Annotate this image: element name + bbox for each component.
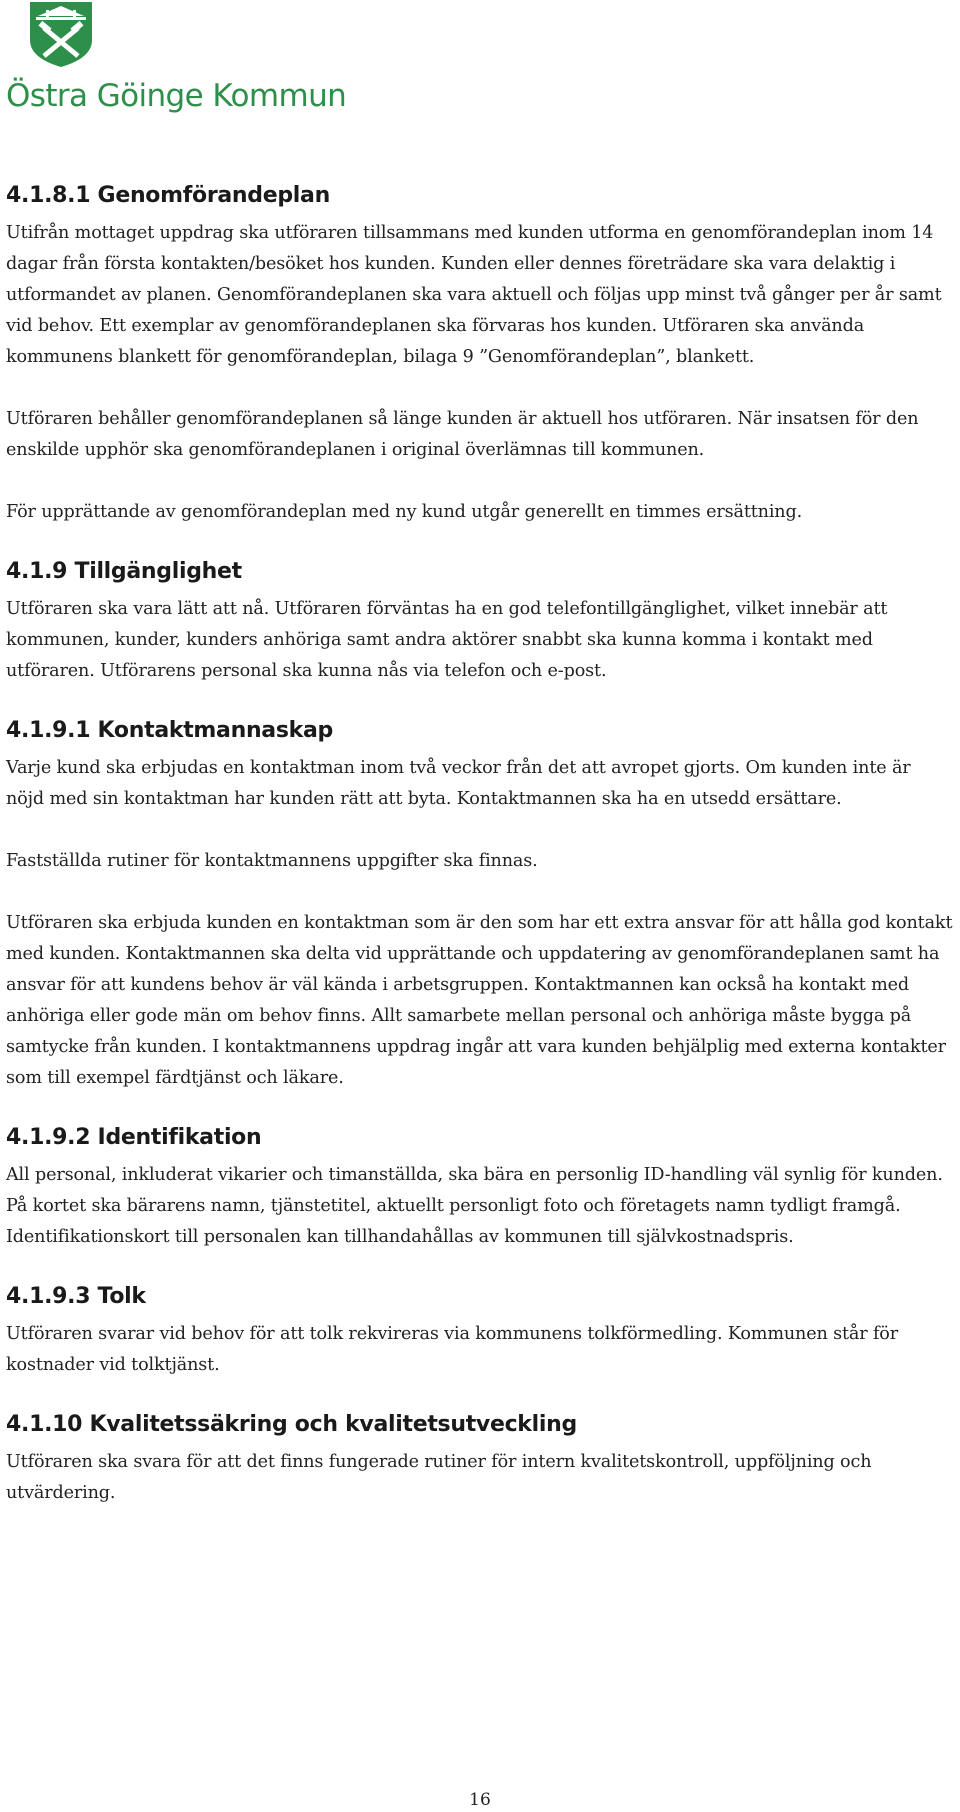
- section-heading: 4.1.9 Tillgänglighet: [6, 559, 242, 584]
- coat-of-arms-icon: [26, 0, 96, 68]
- paragraph: Utföraren ska vara lätt att nå. Utföraren förväntas ha en god telefontillgänglighet, vilket innebär att kommunen, kunder, kunders anhöriga samt andra aktörer snabbt ska kunna komma i kontakt med utföraren. Utförarens personal ska kunna nås via telefon och e-post.: [6, 599, 888, 681]
- section-heading: 4.1.9.2 Identifikation: [6, 1125, 262, 1150]
- paragraph: Utföraren ska erbjuda kunden en kontaktman som är den som har ett extra ansvar för att hålla god kontakt med kunden. Kontaktmannen ska delta vid upprättande och uppdatering av genomförandeplanen samt ha ansvar för att kundens behov är väl kända i arbetsgruppen. Kontaktmannen kan också ha kontakt med anhöriga eller gode män om behov finns. Allt samarbete mellan personal och anhöriga måste bygga på samtycke från kunden. I kontaktmannens uppdrag ingår att vara kunden behjälplig med externa kontakter som till exempel färdtjänst och läkare.: [6, 913, 953, 1088]
- section-tolk: [6, 1284, 954, 1381]
- paragraph: Fastställda rutiner för kontaktmannens uppgifter ska finnas.: [6, 851, 538, 871]
- document-body: [6, 183, 954, 1540]
- paragraph: Utföraren behåller genomförandeplanen så länge kunden är aktuell hos utföraren. När insatsen för den enskilde upphör ska genomförandeplanen i original överlämnas till kommunen.: [6, 409, 919, 460]
- section-heading: 4.1.8.1 Genomförandeplan: [6, 183, 330, 208]
- section-kvalitetssakring: [6, 1412, 954, 1509]
- paragraph: Utifrån mottaget uppdrag ska utföraren tillsammans med kunden utforma en genomförandeplan inom 14 dagar från första kontakten/besöket hos kunden. Kunden eller dennes företrädare ska vara delaktig i utformandet av planen. Genomförandeplanen ska vara aktuell och följas upp minst två gånger per år samt vid behov. Ett exemplar av genomförandeplanen ska förvaras hos kunden. Utföraren ska använda kommunens blankett för genomförandeplan, bilaga 9 ”Genomförandeplan”, blankett.: [6, 223, 942, 367]
- section-genomforandeplan: [6, 183, 954, 528]
- paragraph: All personal, inkluderat vikarier och timanställda, ska bära en personlig ID-handling väl synlig för kunden. På kortet ska bärarens namn, tjänstetitel, aktuellt personligt foto och företagets namn tydligt framgå. Identifikationskort till personalen kan tillhandahållas av kommunen till självkostnadspris.: [6, 1165, 943, 1247]
- section-identifikation: [6, 1125, 954, 1253]
- section-heading: 4.1.10 Kvalitetssäkring och kvalitetsutveckling: [6, 1412, 577, 1437]
- logo-text: Östra Göinge Kommun: [6, 78, 347, 114]
- paragraph: För upprättande av genomförandeplan med ny kund utgår generellt en timmes ersättning.: [6, 502, 803, 522]
- section-kontaktmannaskap: [6, 718, 954, 1094]
- paragraph: Utföraren ska svara för att det finns fungerade rutiner för intern kvalitetskontroll, uppföljning och utvärdering.: [6, 1452, 872, 1503]
- section-tillganglighet: [6, 559, 954, 687]
- page-number: 16: [469, 1790, 491, 1810]
- municipality-logo: [6, 0, 347, 116]
- paragraph: Varje kund ska erbjudas en kontaktman inom två veckor från det att avropet gjorts. Om kunden inte är nöjd med sin kontaktman har kunden rätt att byta. Kontaktmannen ska ha en utsedd ersättare.: [6, 758, 911, 809]
- section-heading: 4.1.9.1 Kontaktmannaskap: [6, 718, 333, 743]
- section-heading: 4.1.9.3 Tolk: [6, 1284, 146, 1309]
- paragraph: Utföraren svarar vid behov för att tolk rekvireras via kommunens tolkförmedling. Kommunen står för kostnader vid tolktjänst.: [6, 1324, 899, 1375]
